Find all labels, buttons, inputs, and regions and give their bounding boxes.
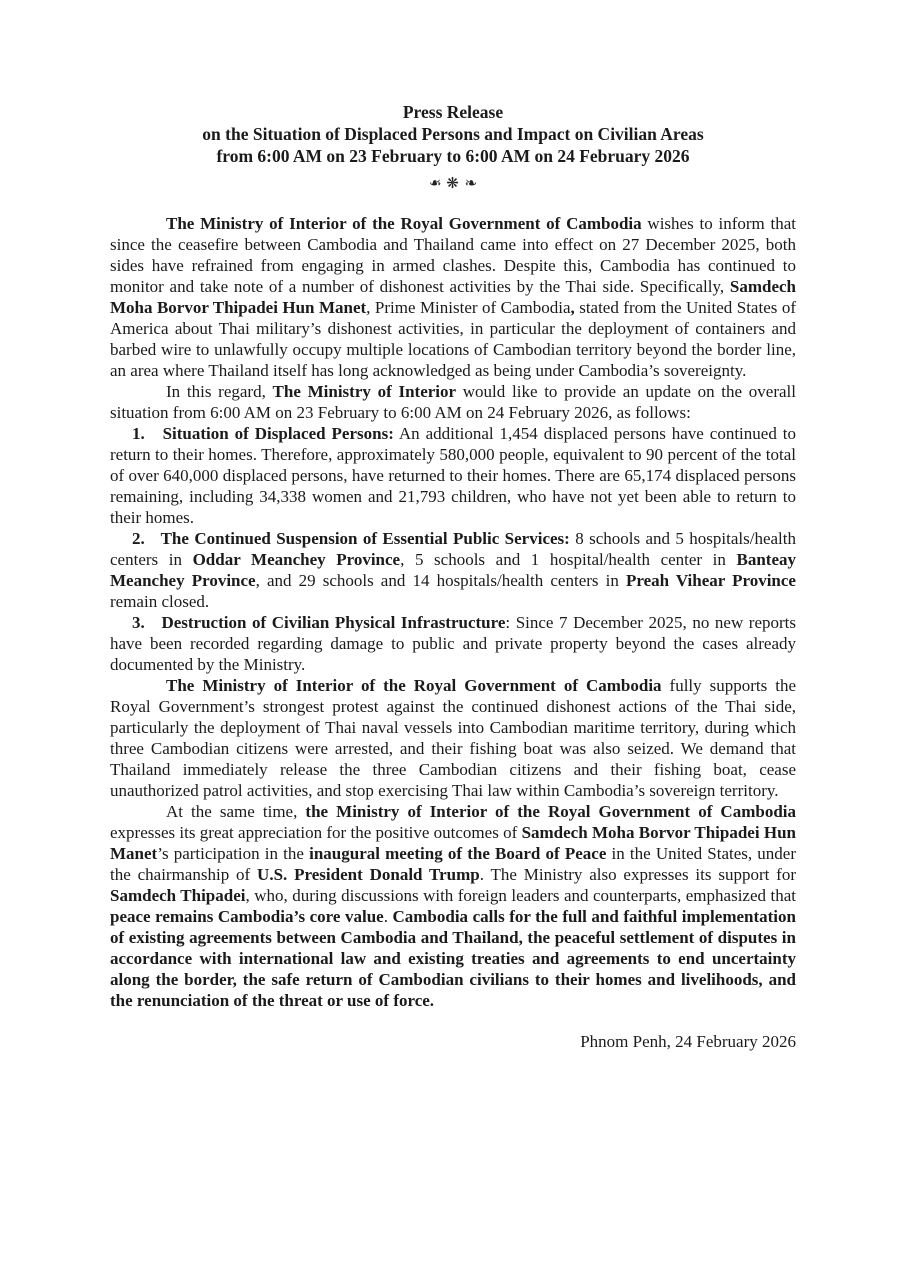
paragraph-update-lead: In this regard, The Ministry of Interior would like to provide an update on the overall situation from 6:00 AM on 23 February to 6:00 AM on 24 February 2026, as follows: <box>110 382 796 422</box>
flower-icon: ❋ <box>446 176 460 192</box>
paragraph-protest-naval: The Ministry of Interior of the Royal Government of Cambodia fully supports the Royal Government’s strongest protest against the continued dishonest actions of the Thai side, particularly the deployment of Thai naval vessels into Cambodian maritime territory, during which three Cambodian citizens were arrested, and their fishing boat was also seized. We demand that Thailand immediately release the three Cambodian citizens and their fishing boat, cease unauthorized patrol activities, and stop exercising Thai law within Cambodia’s sovereign territory. <box>110 676 796 800</box>
list-item-public-services: 2. The Continued Suspension of Essential Public Services: 8 schools and 5 hospitals/health centers in Oddar Meanchey Province, 5 schools and 1 hospital/health center in Banteay Meanchey Province, and 29 schools and 14 hospitals/health centers in Preah Vihear Province remain closed. <box>110 529 796 611</box>
dateline: Phnom Penh, 24 February 2026 <box>580 1032 796 1051</box>
flourish-right-icon: ❧ <box>464 176 479 192</box>
title-line-3: from 6:00 AM on 23 February to 6:00 AM on 24 February 2026 <box>216 146 690 166</box>
list-item-displaced-persons: 1. Situation of Displaced Persons: An additional 1,454 displaced persons have continued to return to their homes. Therefore, approximately 580,000 people, equivalent to 90 percent of the total of over 640,000 displaced persons, have returned to their homes. There are 65,174 displaced persons remaining, including 34,338 women and 21,793 children, who have not yet been able to return to their homes. <box>110 424 796 527</box>
title-line-2: on the Situation of Displaced Persons and Impact on Civilian Areas <box>202 124 704 144</box>
title-line-1: Press Release <box>402 102 504 122</box>
paragraph-intro-ceasefire: The Ministry of Interior of the Royal Government of Cambodia wishes to inform that since the ceasefire between Cambodia and Thailand came into effect on 27 December 2025, both sides have refrained from engaging in armed clashes. Despite this, Cambodia has continued to monitor and take note of a number of dishonest activities by the Thai side. Specifically, Samdech Moha Borvor Thipadei Hun Manet, Prime Minister of Cambodia, stated from the United States of America about Thai military’s dishonest activities, in particular the deployment of containers and barbed wire to unlawfully occupy multiple locations of Cambodian territory beyond the border line, an area where Thailand itself has long acknowledged as being under Cambodia’s sovereignty. <box>110 214 797 380</box>
flourish-left-icon: ❧ <box>427 176 442 192</box>
ornament-divider <box>110 175 796 193</box>
title-block <box>110 101 796 167</box>
document-content <box>110 101 796 1052</box>
list-item-infrastructure: 3. Destruction of Civilian Physical Infrastructure: Since 7 December 2025, no new reports have been recorded regarding damage to public and private property beyond the cases already documented by the Ministry. <box>110 613 796 674</box>
body-text <box>110 213 796 1011</box>
paragraph-board-of-peace: At the same time, the Ministry of Interior of the Royal Government of Cambodia expresses its great appreciation for the positive outcomes of Samdech Moha Borvor Thipadei Hun Manet’s participation in the inaugural meeting of the Board of Peace in the United States, under the chairmanship of U.S. President Donald Trump. The Ministry also expresses its support for Samdech Thipadei, who, during discussions with foreign leaders and counterparts, emphasized that peace remains Cambodia’s core value. Cambodia calls for the full and faithful implementation of existing agreements between Cambodia and Thailand, the peaceful settlement of disputes in accordance with international law and existing treaties and agreements to end uncertainty along the border, the safe return of Cambodian civilians to their homes and livelihoods, and the renunciation of the threat or use of force. <box>110 802 797 1010</box>
